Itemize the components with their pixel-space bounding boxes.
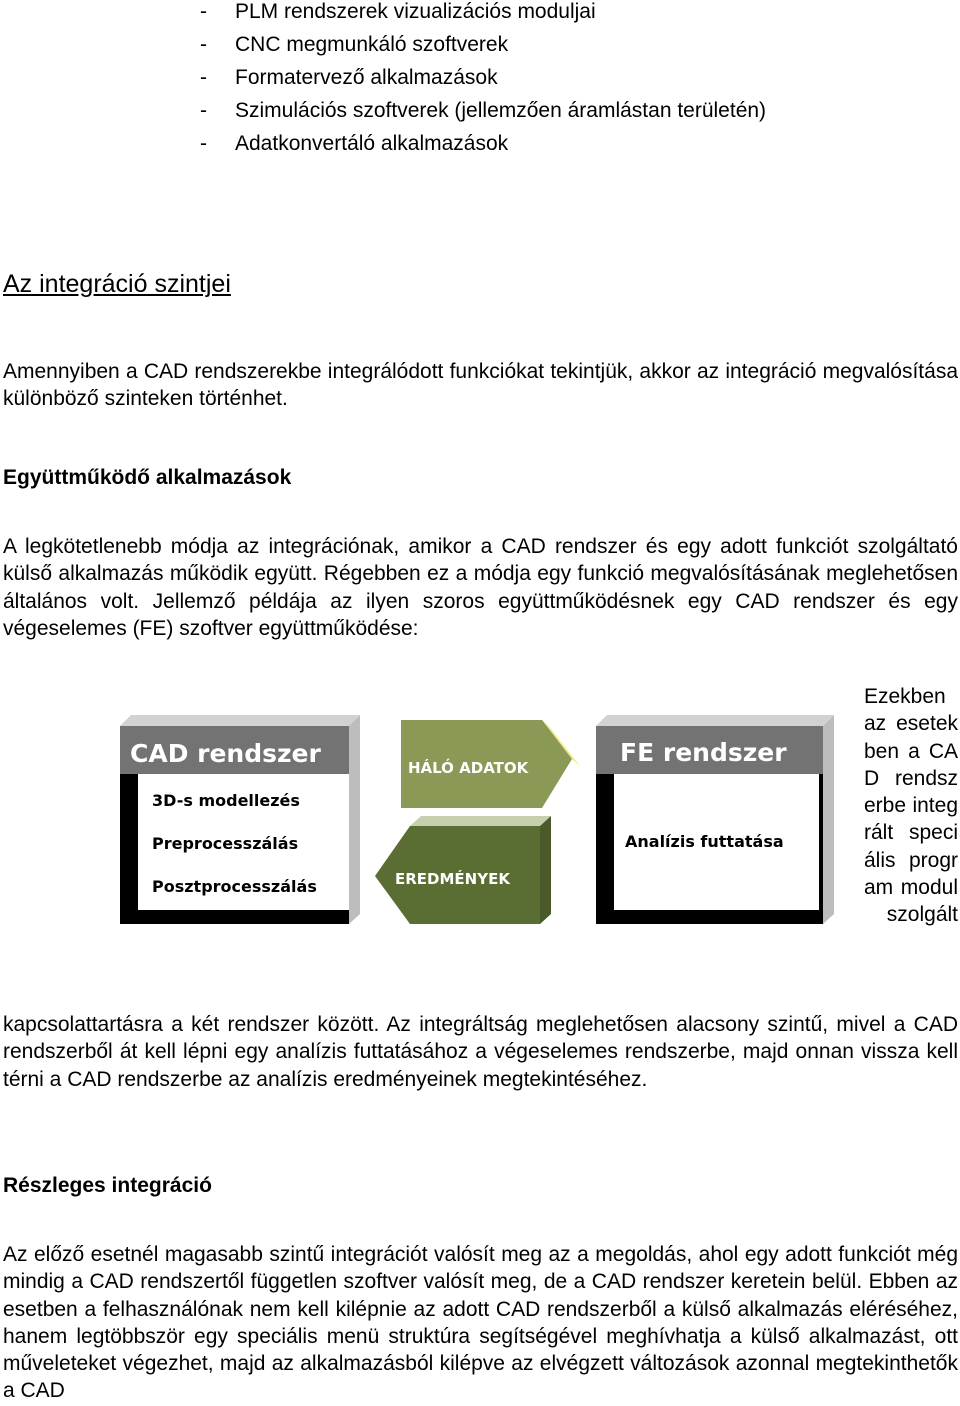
list-item-text: CNC megmunkáló szoftverek [235,33,509,56]
bullet-list [200,0,766,163]
cad-item-modeling: 3D-s modellezés [152,791,300,810]
integration-diagram [110,706,845,936]
list-item-text: Formatervező alkalmazások [235,66,498,89]
fe-item-analysis: Analízis futtatása [625,832,784,851]
list-item-text: Szimulációs szoftverek (jellemzően áramlástan területén) [235,99,767,122]
cad-item-postprocessing: Posztprocesszálás [152,877,317,896]
subheading-cooperating: Együttműködő alkalmazások [3,466,292,489]
cad-title: CAD rendszer [130,739,321,768]
list-item: - CNC megmunkáló szoftverek [200,33,509,56]
results-arrow-side [540,816,551,924]
list-item: - Adatkonvertáló alkalmazások [200,132,509,155]
subheading-partial-integration: Részleges integráció [3,1174,212,1197]
cad-box-shadow-side [349,715,360,924]
paragraph-side-column: Ezekben az esetekben a CAD rendszerbe integrált speciális program modul szolgált [864,685,958,927]
fe-box-shadow-side [823,715,834,924]
list-item-text: Adatkonvertáló alkalmazások [235,132,509,155]
paragraph-cooperating: A legkötetlenebb módja az integrációnak, amikor a CAD rendszer és egy adott funkciót szolgáltató külső alkalmazás működik együtt. Régebben ez a módja egy funkció megvalósításának meglehetősen általános volt. Jellemző példája az ilyen szoros együttműködésnek egy CAD rendszer és egy végeselemes (FE) szoftver együttműködése: [3,535,958,640]
fe-title: FE rendszer [620,738,787,767]
cad-item-preprocessing: Preprocesszálás [152,834,299,853]
list-item-text: PLM rendszerek vizualizációs moduljai [235,0,596,23]
results-label: EREDMÉNYEK [395,870,510,888]
list-item: - PLM rendszerek vizualizációs moduljai [200,0,596,23]
paragraph-after-figure: kapcsolattartásra a két rendszer között. Az integráltság meglehetősen alacsony szintű, mivel a CAD rendszerből át kell lépni egy analízis futtatásához a végeselemes rendszerbe, majd onnan vissza kell térni a CAD rendszerbe az analízis eredményeinek megtekintéséhez. [3,1013,958,1091]
section-heading-integration-levels: Az integráció szintjei [3,270,231,298]
list-item: - Formatervező alkalmazások [200,66,498,89]
cad-box-shadow-top [120,715,360,726]
list-item: - Szimulációs szoftverek (jellemzően áramlástan területén) [200,99,767,122]
mesh-data-label: HÁLÓ ADATOK [408,759,529,777]
paragraph-partial-integration: Az előző esetnél magasabb szintű integrációt valósít meg az a megoldás, ahol egy adott funkciót még mindig a CAD rendszertől független szoftver valósít meg, de a CAD rendszer keretein belül. Ebben az esetben a felhasználónak nem kell kilépnie az adott CAD rendszerből a külső alkalmazás eléréséhez, hanem legtöbbször egy speciális menü struktúra segítségével meghívhatja a külső alkalmazást, ott műveleteket végezhet, majd az alkalmazásból kilépve az elvégzett változások azonnal megtekinthetők a CAD [3,1243,958,1403]
paragraph-intro: Amennyiben a CAD rendszerekbe integrálódott funkciókat tekintjük, akkor az integráció megvalósítása különböző szinteken történhet. [3,360,958,411]
results-arrow-top [410,816,551,826]
fe-box-shadow-top [596,715,834,726]
